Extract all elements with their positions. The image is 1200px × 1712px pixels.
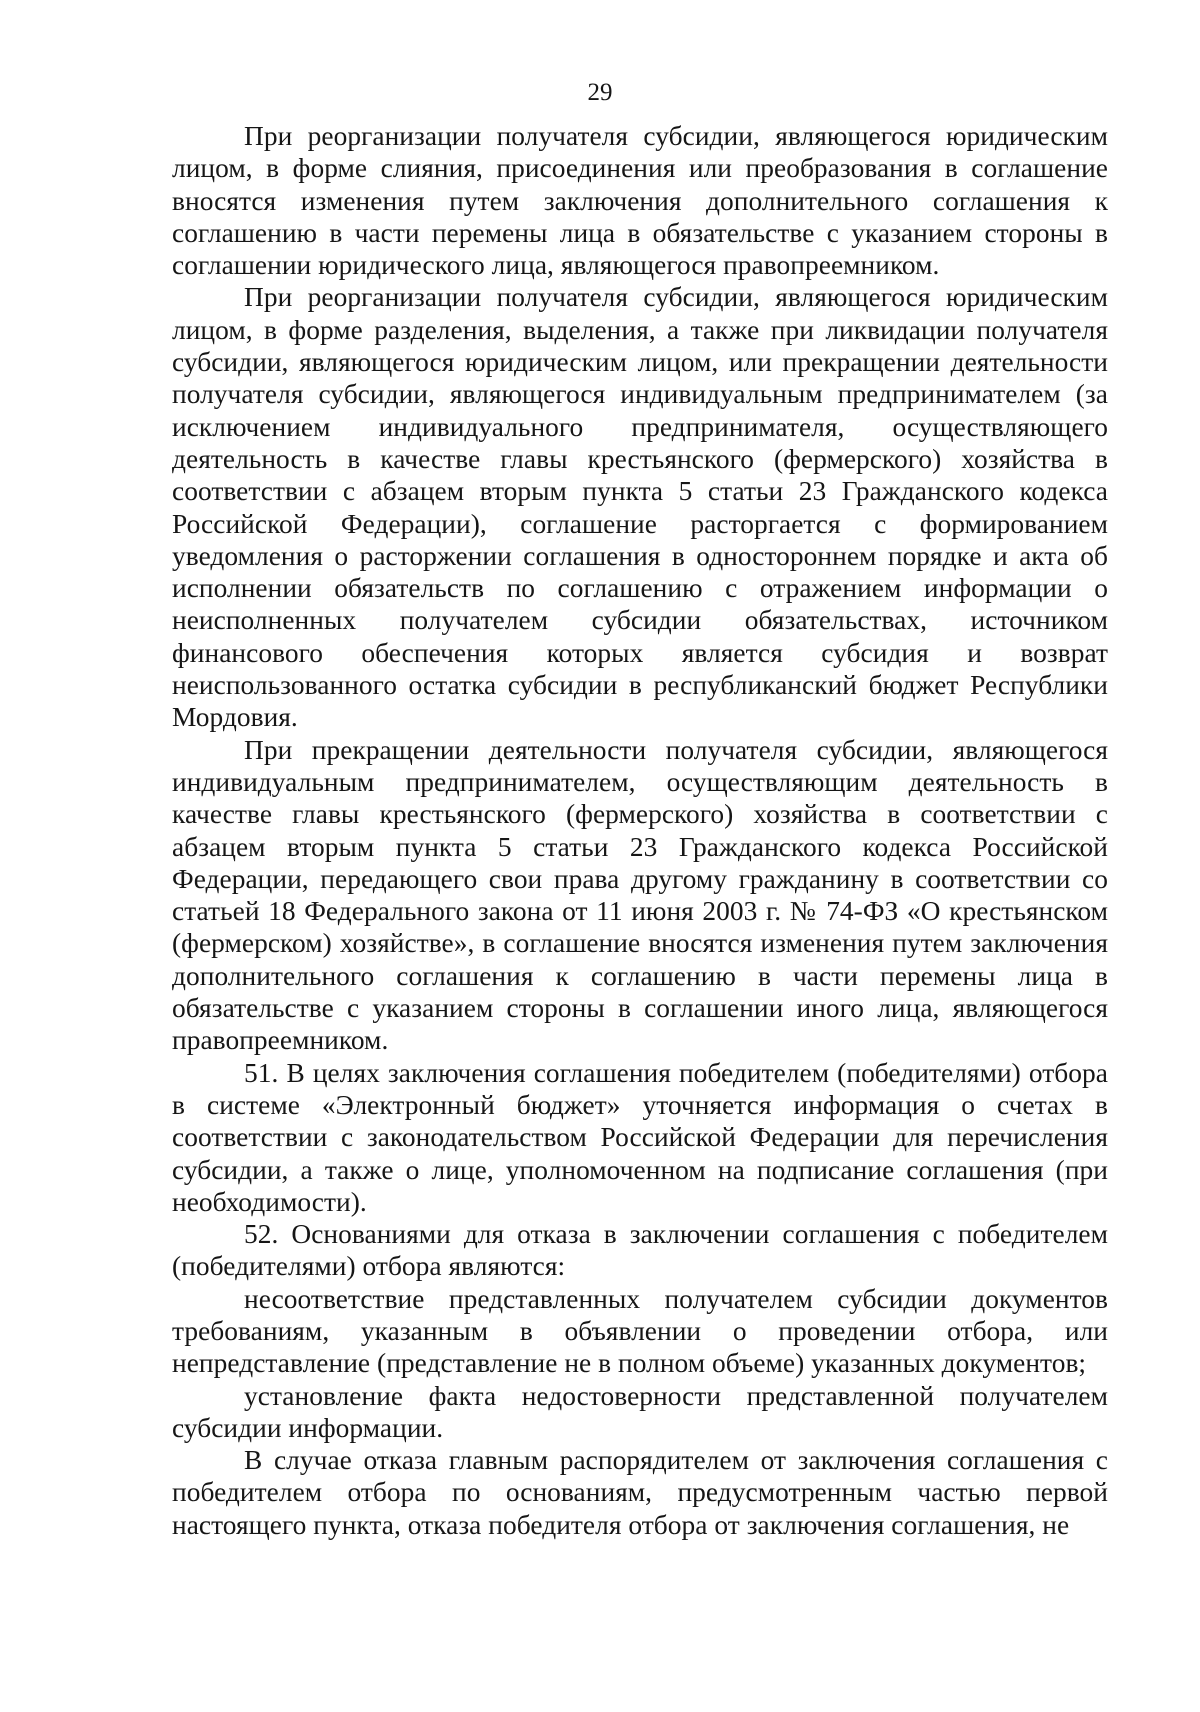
page-number: 29	[587, 79, 613, 106]
paragraph-reorganization-merger: При реорганизации получателя субсидии, являющегося юридическим лицом, в форме слияния, присоединения или преобразования в соглашение вносятся изменения путем заключения дополнительного соглашения к соглашению в части перемены лица в обязательстве с указанием стороны в соглашении юридического лица, являющегося правопреемником.	[172, 121, 1108, 281]
paragraph-termination-farm: При прекращении деятельности получателя субсидии, являющегося индивидуальным предпринимателем, осуществляющим деятельность в качестве главы крестьянского (фермерского) хозяйства в соответствии с абзацем вторым пункта 5 статьи 23 Гражданского кодекса Российской Федерации, передающего свои права другому гражданину в соответствии со статьей 18 Федерального закона от 11 июня 2003 г. № 74-ФЗ «О крестьянском (фермерском) хозяйстве», в соглашение вносятся изменения путем заключения дополнительного соглашения к соглашению в части перемены лица в обязательстве с указанием стороны в соглашении иного лица, являющегося правопреемником.	[172, 734, 1108, 1056]
paragraph-item-51: 51. В целях заключения соглашения победителем (победителями) отбора в системе «Электронный бюджет» уточняется информация о счетах в соответствии с законодательством Российской Федерации для перечисления субсидии, а также о лице, уполномоченном на подписание соглашения (при необходимости).	[172, 1057, 1108, 1217]
paragraph-refusal-case: В случае отказа главным распорядителем от заключения соглашения с победителем отбора по основаниям, предусмотренным частью первой настоящего пункта, отказа победителя отбора от заключения соглашения, не	[172, 1445, 1108, 1540]
paragraph-refusal-ground-documents: несоответствие представленных получателем субсидии документов требованиям, указанным в объявлении о проведении отбора, или непредставление (представление не в полном объеме) указанных документов;	[172, 1283, 1108, 1379]
paragraph-reorganization-division: При реорганизации получателя субсидии, являющегося юридическим лицом, в форме разделения, выделения, а также при ликвидации получателя субсидии, являющегося юридическим лицом, или прекращении деятельности получателя субсидии, являющегося индивидуальным предпринимателем (за исключением индивидуального предпринимателя, осуществляющего деятельность в качестве главы крестьянского (фермерского) хозяйства в соответствии с абзацем вторым пункта 5 статьи 23 Гражданского кодекса Российской Федерации), соглашение расторгается с формированием уведомления о расторжении соглашения в одностороннем порядке и акта об исполнении обязательств по соглашению с отражением информации о неисполненных получателем субсидии обязательствах, источником финансового обеспечения которых является субсидия и возврат неиспользованного остатка субсидии в республиканский бюджет Республики Мордовия.	[172, 282, 1108, 733]
document-body	[172, 120, 1108, 1541]
paragraph-refusal-ground-unreliable: установление факта недостоверности представленной получателем субсидии информации.	[172, 1380, 1108, 1443]
paragraph-item-52: 52. Основаниями для отказа в заключении соглашения с победителем (победителями) отбора являются:	[172, 1219, 1108, 1282]
